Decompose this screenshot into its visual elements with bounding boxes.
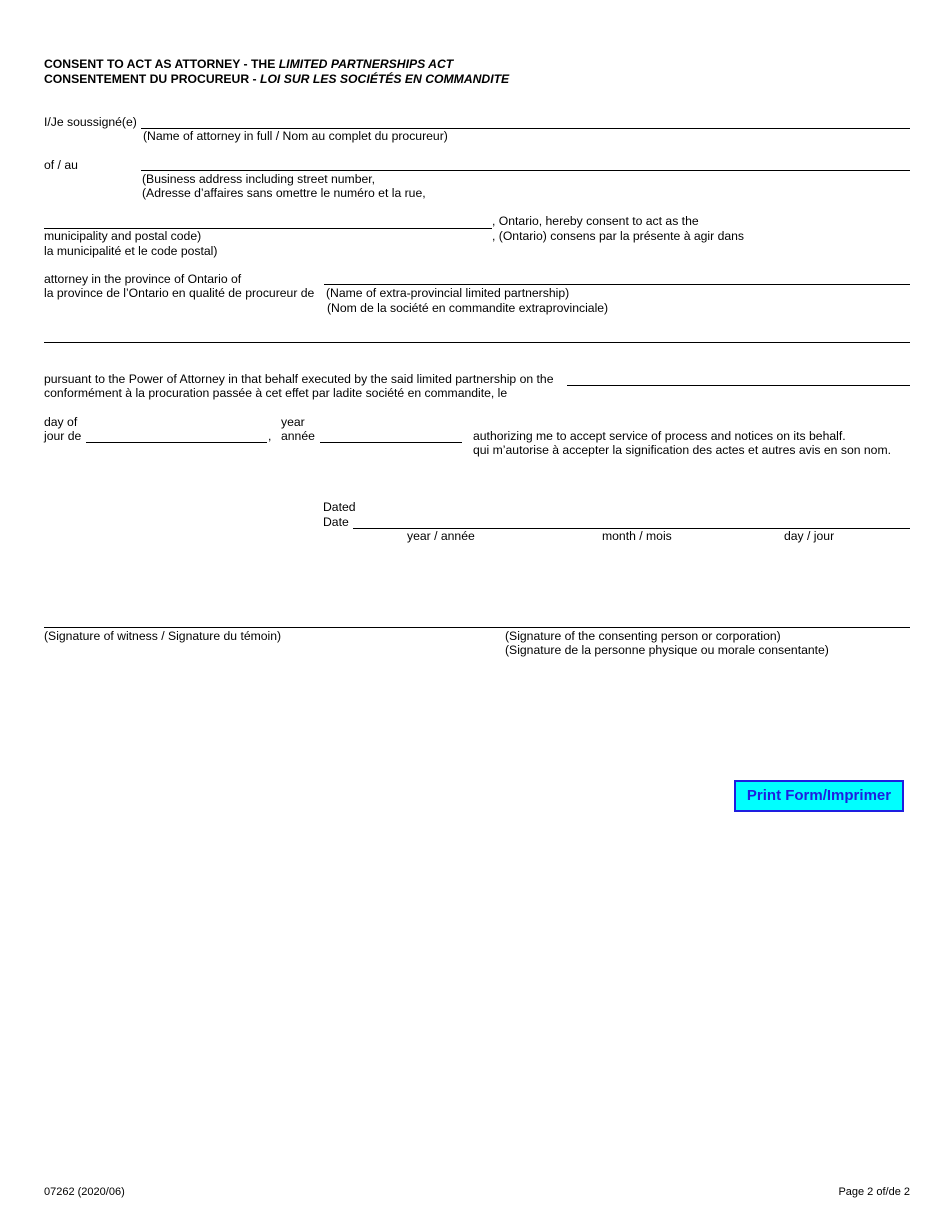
address-hint-line1: (Business address including street number, — [142, 172, 376, 186]
partnership-name-continued-input[interactable] — [44, 328, 910, 343]
day-of-input[interactable] — [86, 428, 267, 443]
consenting-signature-caption-fr: (Signature de la personne physique ou morale consentante) — [505, 643, 829, 657]
partnership-hint-fr: (Nom de la société en commandite extraprovinciale) — [327, 301, 609, 315]
power-of-attorney-date-input[interactable] — [567, 371, 910, 386]
partnership-label-fr: la province de l’Ontario en qualité de procureur de — [44, 286, 315, 300]
form-title-fr — [44, 72, 509, 86]
print-form-button-label: Print Form/Imprimer — [746, 787, 892, 804]
partnership-name-input[interactable] — [324, 270, 910, 285]
day-label-en: day of — [44, 415, 78, 429]
print-form-button[interactable] — [734, 780, 904, 812]
day-label-fr: jour de — [44, 429, 82, 443]
dated-input[interactable] — [353, 514, 910, 529]
dated-label-en: Dated — [323, 500, 356, 514]
dated-label-fr: Date — [323, 515, 349, 529]
title-en-act: LIMITED PARTNERSHIPS ACT — [278, 57, 454, 71]
page-number: Page 2 of/de 2 — [838, 1186, 910, 1198]
dated-month-hint: month / mois — [602, 529, 672, 543]
address-hint-line4: la municipalité et le code postal) — [44, 244, 218, 258]
address-hint-line3: municipality and postal code) — [44, 229, 202, 243]
authorizing-text-en: authorizing me to accept service of process and notices on its behalf. — [473, 429, 846, 443]
address-hint-line2: (Adresse d’affaires sans omettre le numéro et la rue, — [142, 186, 426, 200]
dated-year-hint: year / année — [407, 529, 475, 543]
consent-text-fr: , (Ontario) consens par la présente à agir dans — [492, 229, 745, 243]
attorney-name-input[interactable] — [141, 114, 910, 129]
partnership-hint-en: (Name of extra-provincial limited partnership) — [326, 286, 570, 300]
authorizing-text-fr: qui m’autorise à accepter la signification des actes et autres avis en son nom. — [473, 443, 891, 457]
power-of-attorney-text-fr: conformément à la procuration passée à cet effet par ladite société en commandite, le — [44, 386, 508, 400]
consent-text-en: , Ontario, hereby consent to act as the — [492, 214, 699, 228]
power-of-attorney-text-en: pursuant to the Power of Attorney in that behalf executed by the said limited partnership on the — [44, 372, 554, 386]
consenting-signature-caption-en: (Signature of the consenting person or corporation) — [505, 629, 781, 643]
form-title-en — [44, 57, 453, 71]
signature-line — [44, 627, 910, 628]
business-address-input[interactable] — [141, 156, 910, 171]
title-fr-prefix: CONSENTEMENT DU PROCUREUR - — [44, 72, 260, 86]
municipality-input[interactable] — [44, 214, 492, 229]
partnership-label-en: attorney in the province of Ontario of — [44, 272, 242, 286]
year-label-fr: année — [281, 429, 315, 443]
form-number: 07262 (2020/06) — [44, 1186, 125, 1198]
title-fr-act: LOI SUR LES SOCIÉTÉS EN COMMANDITE — [260, 72, 510, 86]
address-label: of / au — [44, 158, 78, 172]
title-en-prefix: CONSENT TO ACT AS ATTORNEY - THE — [44, 57, 279, 71]
attorney-hint: (Name of attorney in full / Nom au complet du procureur) — [143, 129, 448, 143]
attorney-label: I/Je soussigné(e) — [44, 115, 137, 129]
year-input[interactable] — [320, 428, 462, 443]
dated-day-hint: day / jour — [784, 529, 835, 543]
year-label-en: year — [281, 415, 305, 429]
day-comma: , — [268, 429, 272, 443]
witness-signature-caption: (Signature of witness / Signature du témoin) — [44, 629, 282, 643]
